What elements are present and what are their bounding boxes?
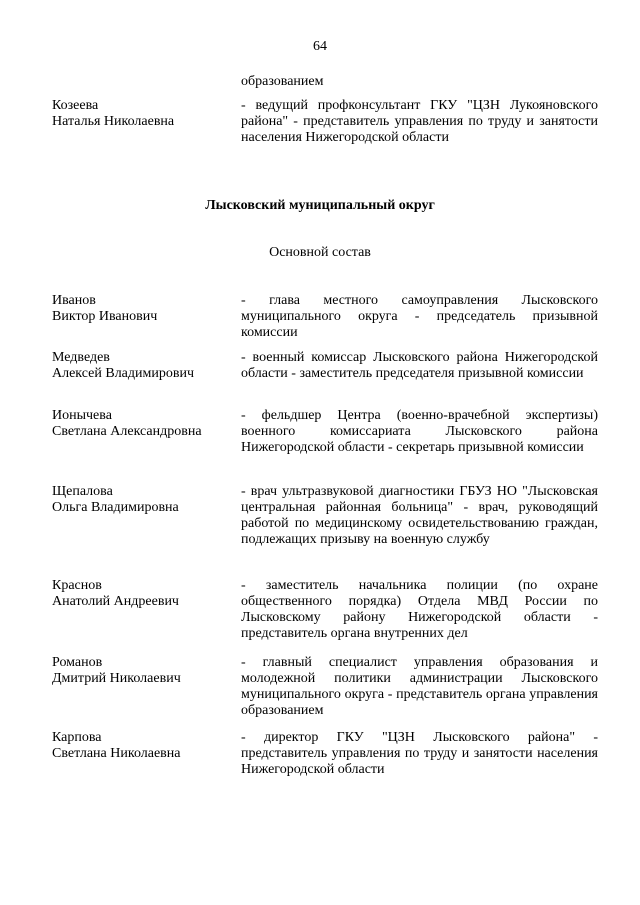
member-surname: Ионычева (52, 408, 112, 423)
member-role: - главный специалист управления образования и молодежной политики администрации Лысковского муниципального округа - представитель органа управления образованием (241, 655, 598, 718)
member-given-names: Алексей Владимирович (52, 366, 195, 381)
member-entry (52, 484, 598, 548)
section-subtitle: Основной состав (269, 245, 371, 260)
member-given-names: Светлана Николаевна (52, 746, 181, 761)
member-entry (52, 655, 598, 719)
member-role: - военный комиссар Лысковского района Нижегородской области - заместитель председателя призывной комиссии (241, 350, 598, 381)
member-surname: Краснов (52, 578, 102, 593)
member-role: - заместитель начальника полиции (по охране общественного порядка) Отдела МВД России по Лысковскому району Нижегородской области - представитель органа внутренних дел (241, 578, 598, 641)
member-surname: Козеева (52, 98, 99, 113)
member-given-names: Дмитрий Николаевич (52, 671, 181, 686)
member-given-names: Ольга Владимировна (52, 500, 179, 515)
member-given-names: Виктор Иванович (52, 309, 158, 324)
section-title: Лысковский муниципальный округ (205, 198, 435, 213)
member-surname: Романов (52, 655, 103, 670)
member-entry (52, 350, 598, 382)
member-entry-kozeeva (52, 98, 598, 146)
member-given-names: Анатолий Андреевич (52, 594, 179, 609)
continuation-block (52, 74, 598, 90)
member-given-names: Наталья Николаевна (52, 114, 175, 129)
page-number: 64 (313, 39, 327, 54)
member-entry (52, 730, 598, 778)
continuation-text: образованием (241, 74, 324, 89)
member-entry (52, 408, 598, 456)
member-role: - ведущий профконсультант ГКУ "ЦЗН Лукояновского района" - представитель управления по труду и занятости населения Нижегородской области (241, 98, 598, 145)
member-role: - глава местного самоуправления Лысковского муниципального округа - председатель призывной комиссии (241, 293, 598, 340)
member-surname: Медведев (52, 350, 110, 365)
member-entry (52, 578, 598, 642)
member-surname: Иванов (52, 293, 96, 308)
member-role: - директор ГКУ "ЦЗН Лысковского района" - представитель управления по труду и занятости населения Нижегородской области (241, 730, 598, 777)
member-role: - фельдшер Центра (военно-врачебной экспертизы) военного комиссариата Лысковского района Нижегородской области - секретарь призывной комиссии (241, 408, 598, 455)
member-surname: Щепалова (52, 484, 113, 499)
member-surname: Карпова (52, 730, 102, 745)
member-given-names: Светлана Александровна (52, 424, 202, 439)
member-entry (52, 293, 598, 341)
member-role: - врач ультразвуковой диагностики ГБУЗ НО "Лысковская центральная районная больница" - врач, руководящий работой по медицинскому освидетельствованию граждан, подлежащих призыву на военную службу (241, 484, 598, 547)
